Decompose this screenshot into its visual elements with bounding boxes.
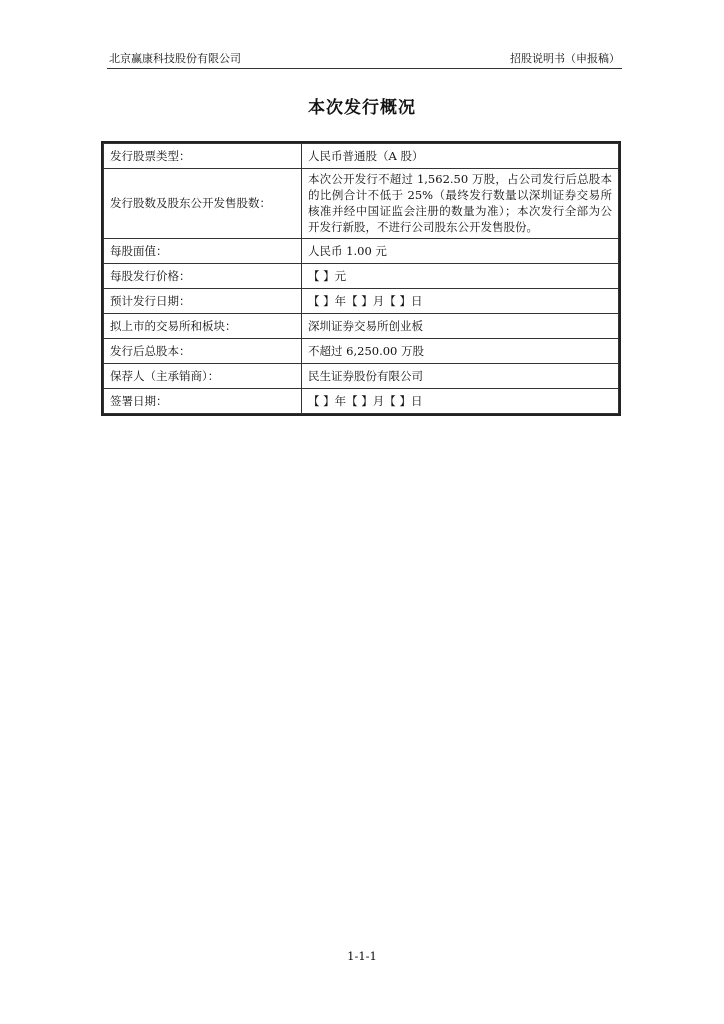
row-label-total-share-capital: 发行后总股本：	[104, 339, 302, 364]
row-value-signing-date: 【 】年【 】月【 】日	[302, 389, 619, 414]
row-label-sponsor: 保荐人（主承销商）：	[104, 364, 302, 389]
offering-summary-table-frame	[101, 141, 621, 416]
table-row	[104, 144, 619, 169]
row-label-shares-issued: 发行股数及股东公开发售股数：	[104, 169, 302, 239]
offering-summary-table	[103, 143, 619, 414]
row-label-par-value: 每股面值：	[104, 239, 302, 264]
page-title: 本次发行概况	[308, 98, 416, 118]
row-label-issue-date: 预计发行日期：	[104, 289, 302, 314]
row-value-par-value: 人民币 1.00 元	[302, 239, 619, 264]
row-value-issue-date: 【 】年【 】月【 】日	[302, 289, 619, 314]
row-value-exchange-board: 深圳证券交易所创业板	[302, 314, 619, 339]
row-label-signing-date: 签署日期：	[104, 389, 302, 414]
document-type: 招股说明书（申报稿）	[510, 52, 620, 65]
row-value-issue-price: 【 】元	[302, 264, 619, 289]
page-number: 1-1-1	[347, 949, 377, 963]
page-header	[107, 50, 622, 69]
table-row	[104, 264, 619, 289]
table-row	[104, 364, 619, 389]
table-row	[104, 239, 619, 264]
table-row	[104, 339, 619, 364]
row-value-total-share-capital: 不超过 6,250.00 万股	[302, 339, 619, 364]
row-label-issue-price: 每股发行价格：	[104, 264, 302, 289]
row-value-stock-type: 人民币普通股（A 股）	[302, 144, 619, 169]
table-row	[104, 289, 619, 314]
company-name: 北京赢康科技股份有限公司	[109, 52, 241, 65]
table-row	[104, 389, 619, 414]
row-label-stock-type: 发行股票类型：	[104, 144, 302, 169]
table-row	[104, 314, 619, 339]
row-label-exchange-board: 拟上市的交易所和板块：	[104, 314, 302, 339]
row-value-shares-issued: 本次公开发行不超过 1,562.50 万股，占公司发行后总股本的比例合计不低于 25%（最终发行数量以深圳证券交易所核准并经中国证监会注册的数量为准）；本次发行全部为公开发行新股，不进行公司股东公开发售股份。	[302, 169, 619, 239]
row-value-sponsor: 民生证券股份有限公司	[302, 364, 619, 389]
table-row	[104, 169, 619, 239]
